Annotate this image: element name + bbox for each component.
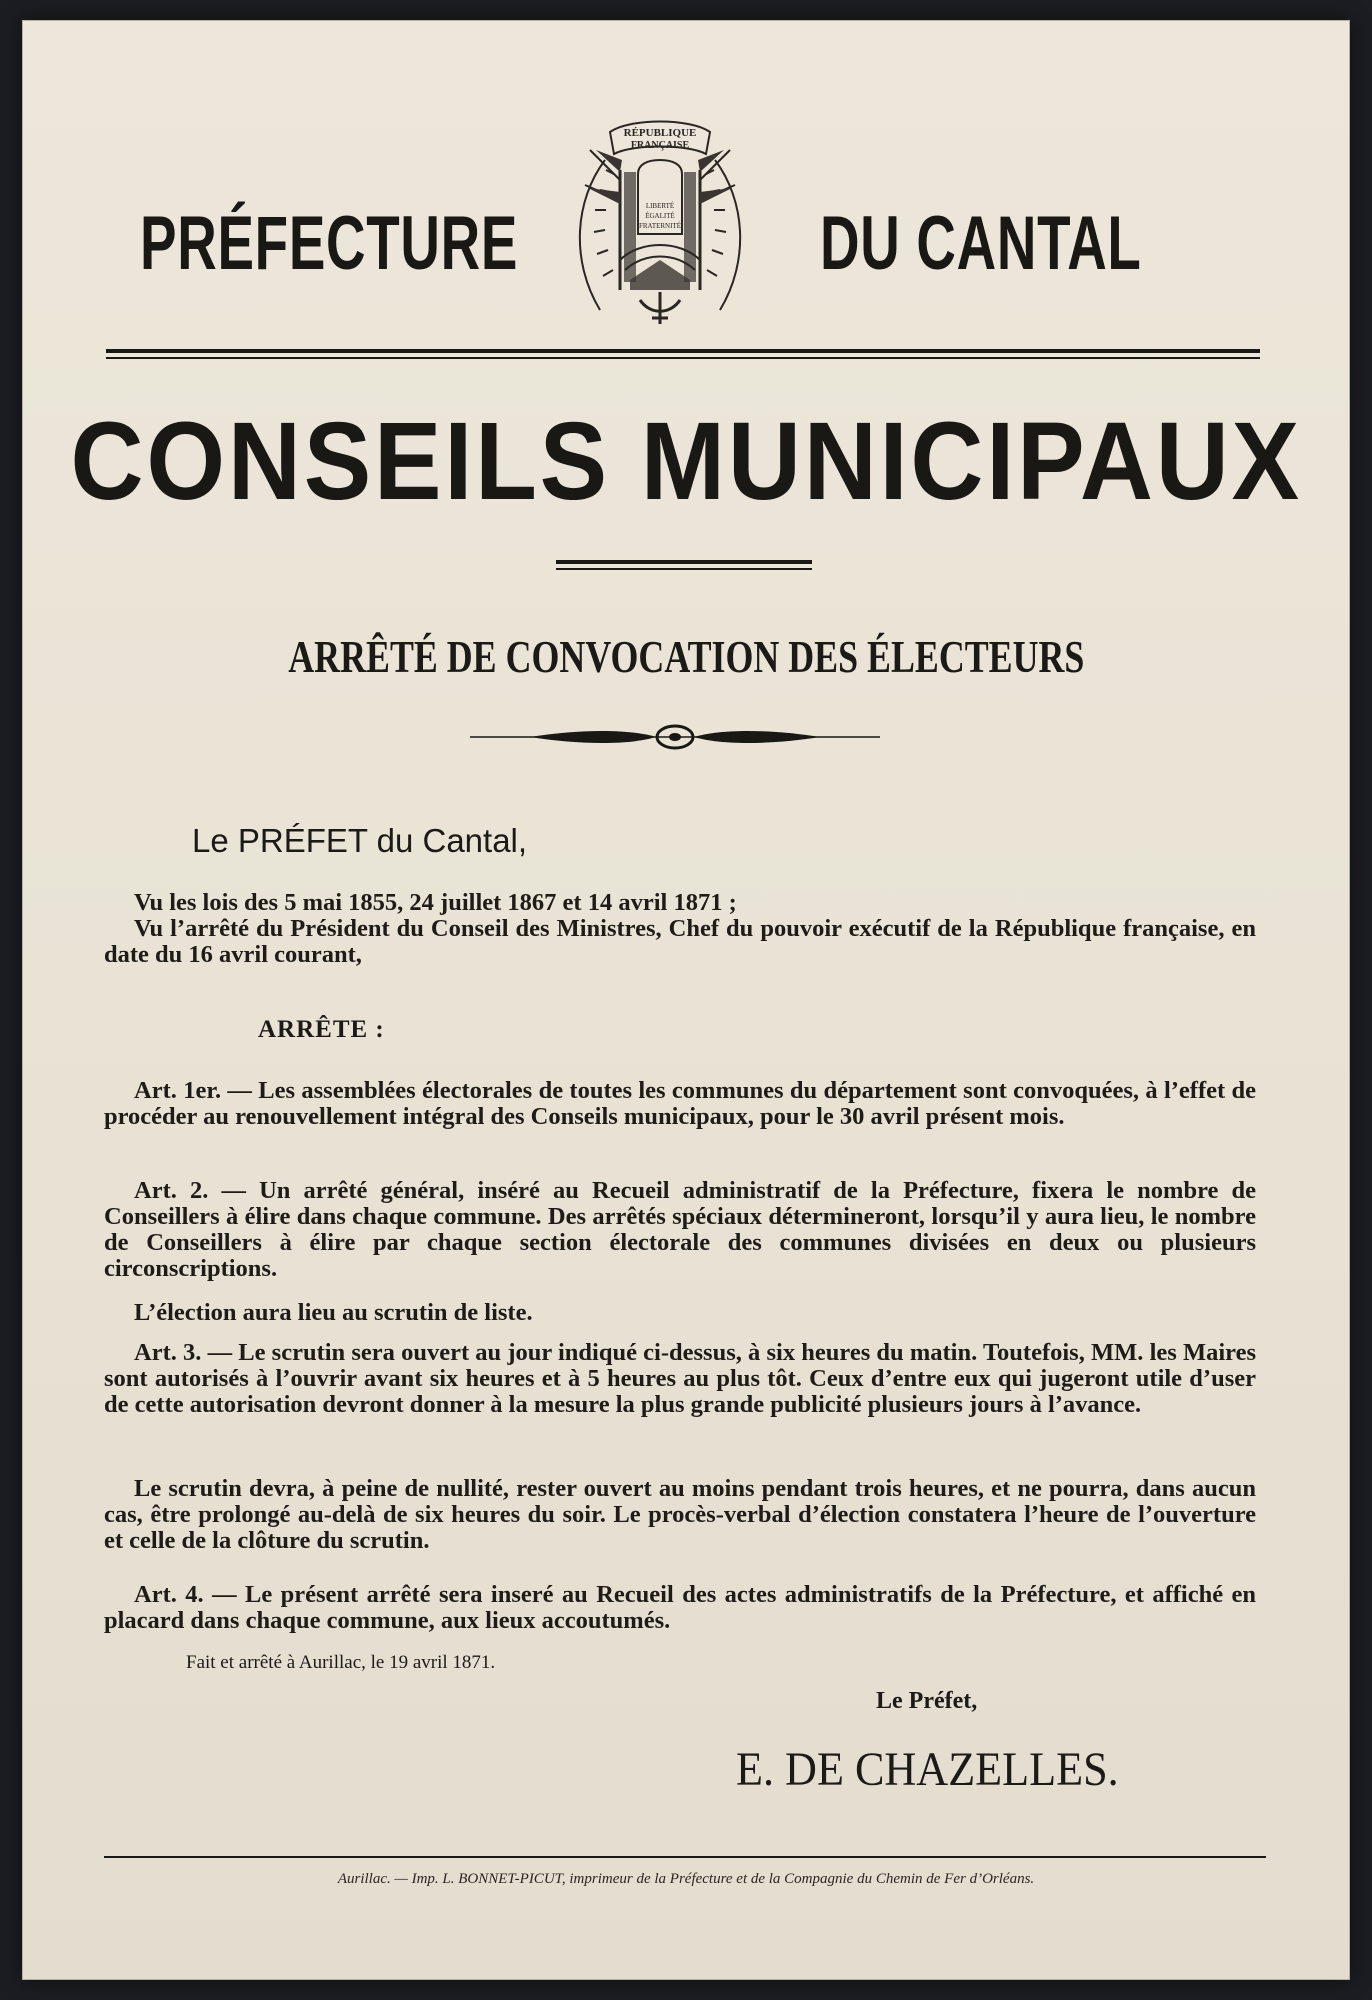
flourish-divider-icon	[470, 720, 880, 754]
article-4	[104, 1582, 1256, 1634]
subtitle-text: ARRÊTÉ DE CONVOCATION DES ÉLECTEURS	[287, 631, 1085, 682]
article-3	[104, 1340, 1256, 1418]
article-1-text: Art. 1er. — Les assemblées électorales de toutes les communes du département sont convoquées, à l’effet de procéder au renouvellement intégral des Conseils municipaux, pour le 30 avril présent mois.	[104, 1077, 1256, 1130]
emblem-banner-line-1: RÉPUBLIQUE	[623, 127, 697, 139]
header-prefecture: PRÉFECTURE	[140, 201, 519, 286]
fait-et-arrete-line: Fait et arrêté à Aurillac, le 19 avril 1871.	[186, 1652, 496, 1673]
header-du-cantal: DU CANTAL	[820, 201, 1142, 286]
scrutin-note-text: Le scrutin devra, à peine de nullité, rester ouvert au moins pendant trois heures, et ne pourra, dans aucun cas, être prolongé au-delà de six heures du soir. Le procès-verbal d’élection constatera l’heure de l’ouverture et celle de la clôture du scrutin.	[104, 1475, 1256, 1554]
footer-rule	[104, 1856, 1266, 1858]
poster-title-text: CONSEILS MUNICIPAUX	[70, 400, 1302, 523]
emblem-banner-line-2: FRANÇAISE	[630, 140, 690, 151]
svg-text:ÉGALITÉ: ÉGALITÉ	[645, 212, 675, 220]
poster-title	[0, 398, 1372, 525]
considerant-2: Vu l’arrêté du Président du Conseil des Ministres, Chef du pouvoir exécutif de la République française, en date du 16 avril courant,	[104, 915, 1256, 968]
title-underline-thin	[556, 568, 812, 570]
subtitle	[0, 630, 1372, 683]
article-2-text: Art. 2. — Un arrêté général, inséré au Recueil administratif de la Préfecture, fixera le nombre de Conseillers à élire dans chaque commune. Des arrêtés spéciaux détermineront, lorsqu’il y aura lieu, le nombre de Conseillers à élire par chaque section électorale des communes divisées en deux ou plusieurs circonscriptions.	[104, 1177, 1256, 1282]
printer-imprint: Aurillac. — Imp. L. BONNET-PICUT, imprimeur de la Préfecture et de la Compagnie du Chemin de Fer d’Orléans.	[337, 1871, 1035, 1887]
election-note	[134, 1300, 1256, 1326]
title-underline-thick	[556, 560, 812, 564]
prefet-intro: Le PRÉFET du Cantal,	[192, 822, 528, 859]
signature-title: Le Préfet,	[876, 1688, 978, 1714]
article-2	[104, 1178, 1256, 1282]
considerants-block	[104, 890, 1256, 968]
scrutin-note	[104, 1476, 1256, 1554]
article-4-text: Art. 4. — Le présent arrêté sera inseré au Recueil des actes administratifs de la Préfecture, et affiché en placard dans chaque commune, aux lieux accoutumés.	[104, 1581, 1256, 1634]
signature-name: E. DE CHAZELLES.	[736, 1743, 1119, 1796]
svg-text:FRATERNITÉ: FRATERNITÉ	[639, 222, 681, 230]
header-rule-thick	[106, 349, 1260, 353]
header-rule-thin	[106, 357, 1260, 359]
article-3-text: Art. 3. — Le scrutin sera ouvert au jour indiqué ci-dessus, à six heures du matin. Toutefois, MM. les Maires sont autorisés à l’ouvrir avant six heures et à 5 heures au plus tôt. Ceux d’entre eux qui jugeront utile d’user de cette autorisation devront donner à la mesure la plus grande publicité plusieurs jours à l’avance.	[104, 1339, 1256, 1418]
election-note-text: L’élection aura lieu au scrutin de liste.	[134, 1299, 533, 1326]
arrete-label: ARRÊTE :	[258, 1016, 385, 1043]
article-1	[104, 1078, 1256, 1130]
considerant-1: Vu les lois des 5 mai 1855, 24 juillet 1867 et 14 avril 1871 ;	[134, 889, 737, 916]
svg-text:LIBERTÉ: LIBERTÉ	[645, 202, 675, 210]
republique-francaise-seal-icon	[560, 110, 760, 330]
